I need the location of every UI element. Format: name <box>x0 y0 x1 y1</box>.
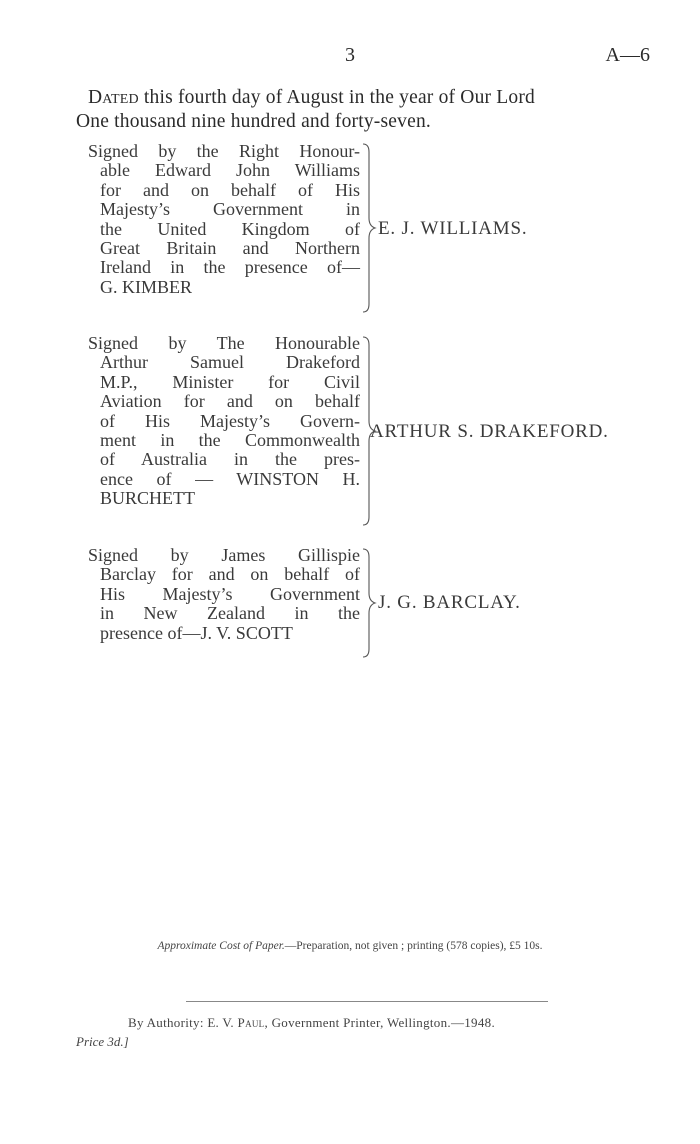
signature-block-text <box>88 142 360 297</box>
document-reference: A—6 <box>605 44 650 66</box>
block-line: able Edward John Williams <box>100 160 360 181</box>
block-line: Ireland in the presence of— <box>100 257 360 278</box>
dated-lead: Dated <box>88 87 139 108</box>
cost-note <box>0 940 700 952</box>
signatory-williams: E. J. WILLIAMS. <box>378 218 528 239</box>
page-number: 3 <box>345 44 355 66</box>
block-line: of His Majesty’s Govern- <box>100 410 360 431</box>
block-line: for and on behalf of His <box>100 179 360 200</box>
printer-name: Paul <box>237 1015 265 1030</box>
block-line: the United Kingdom of <box>100 218 360 239</box>
block-line: His Majesty’s Government <box>100 583 360 604</box>
printer-authority <box>128 1015 495 1031</box>
block-line: presence of—J. V. SCOTT <box>100 622 293 643</box>
signature-block-barclay <box>88 546 360 643</box>
block-line: Great Britain and Northern <box>100 238 360 259</box>
price-note: Price 3d.] <box>76 1034 129 1049</box>
signature-block-text <box>88 334 360 509</box>
block-line: ment in the Commonwealth <box>100 430 360 451</box>
block-line: Barclay for and on behalf of <box>100 564 360 585</box>
block-line: G. KIMBER <box>100 276 193 297</box>
dated-line-1: this fourth day of August in the year of Our Lord <box>138 87 535 108</box>
signature-block-text <box>88 546 360 643</box>
block-line: Arthur Samuel Drakeford <box>100 352 360 373</box>
signature-block-drakeford <box>88 334 360 509</box>
block-line: Signed by The Honourable <box>88 333 360 353</box>
block-line: ence of — WINSTON H. <box>100 468 360 489</box>
cost-label: Approximate Cost of Paper. <box>157 940 285 952</box>
signatory-barclay: J. G. BARCLAY. <box>378 592 521 613</box>
authority-prefix: By Authority: E. V. <box>128 1015 238 1030</box>
signature-block-williams <box>88 142 360 297</box>
dated-line-2: One thousand nine hundred and forty-seven. <box>76 111 431 132</box>
footer-divider <box>186 1001 548 1002</box>
block-line: Signed by the Right Honour- <box>88 141 360 161</box>
block-line: Majesty’s Government in <box>100 199 360 220</box>
block-line: in New Zealand in the <box>100 603 360 624</box>
block-line: BURCHETT <box>100 488 196 509</box>
signatory-drakeford: ARTHUR S. DRAKEFORD. <box>370 421 609 442</box>
authority-suffix: , Government Printer, Wellington.—1948. <box>264 1015 495 1030</box>
block-line: of Australia in the pres- <box>100 449 360 470</box>
cost-text: —Preparation, not given ; printing (578 copies), £5 10s. <box>284 940 543 952</box>
block-line: Aviation for and on behalf <box>100 391 360 412</box>
block-line: Signed by James Gillispie <box>88 545 360 565</box>
dated-paragraph <box>76 86 650 134</box>
block-line: M.P., Minister for Civil <box>100 371 360 392</box>
